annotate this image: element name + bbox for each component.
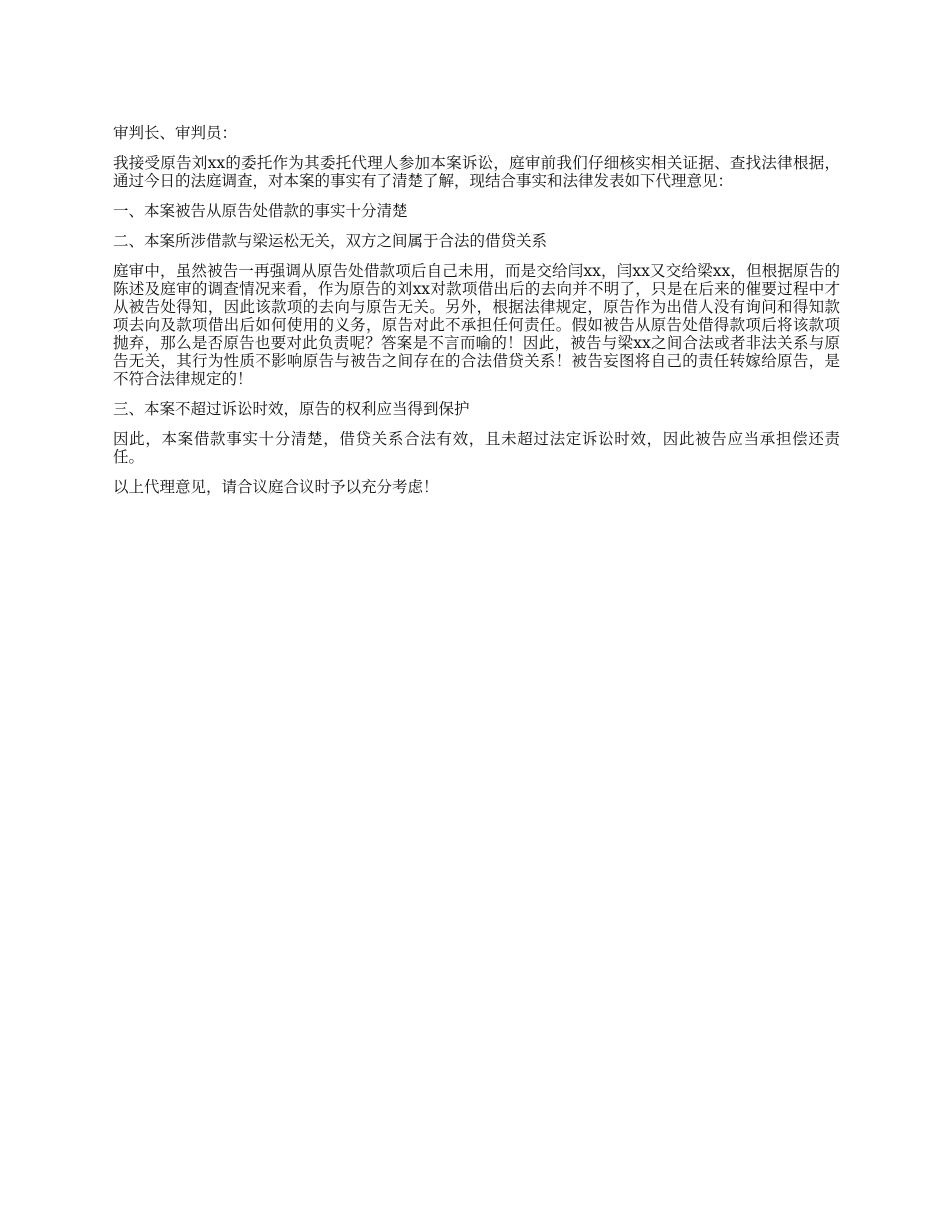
section-heading-2: 二、本案所涉借款与梁运松无关，双方之间属于合法的借贷关系	[113, 232, 548, 250]
conclusion-paragraph: 因此，本案借款事实十分清楚，借贷关系合法有效，且未超过法定诉讼时效，因此被告应当承担偿还责任。	[113, 430, 840, 466]
document-body	[113, 124, 840, 508]
section-heading-3: 三、本案不超过诉讼时效，原告的权利应当得到保护	[113, 400, 470, 418]
argument-paragraph: 庭审中，虽然被告一再强调从原告处借款项后自己未用，而是交给闫xx，闫xx又交给梁xx，但根据原告的陈述及庭审的调查情况来看，作为原告的刘xx对款项借出后的去向并不明了，只是在后来的催要过程中才从被告处得知，因此该款项的去向与原告无关。另外，根据法律规定，原告作为出借人没有询问和得知款项去向及款项借出后如何使用的义务，原告对此不承担任何责任。假如被告从原告处借得款项后将该款项抛弃，那么是否原告也要对此负责呢？答案是不言而喻的！因此，被告与梁xx之间合法或者非法关系与原告无关，其行为性质不影响原告与被告之间存在的合法借贷关系！被告妄图将自己的责任转嫁给原告，是不符合法律规定的！	[113, 262, 840, 388]
salutation: 审判长、审判员：	[113, 124, 238, 142]
closing-paragraph: 以上代理意见，请合议庭合议时予以充分考虑！	[113, 478, 439, 496]
section-heading-1: 一、本案被告从原告处借款的事实十分清楚	[113, 202, 408, 220]
intro-paragraph: 我接受原告刘xx的委托作为其委托代理人参加本案诉讼，庭审前我们仔细核实相关证据、查找法律根据，通过今日的法庭调查，对本案的事实有了清楚了解，现结合事实和法律发表如下代理意见：	[113, 154, 840, 190]
